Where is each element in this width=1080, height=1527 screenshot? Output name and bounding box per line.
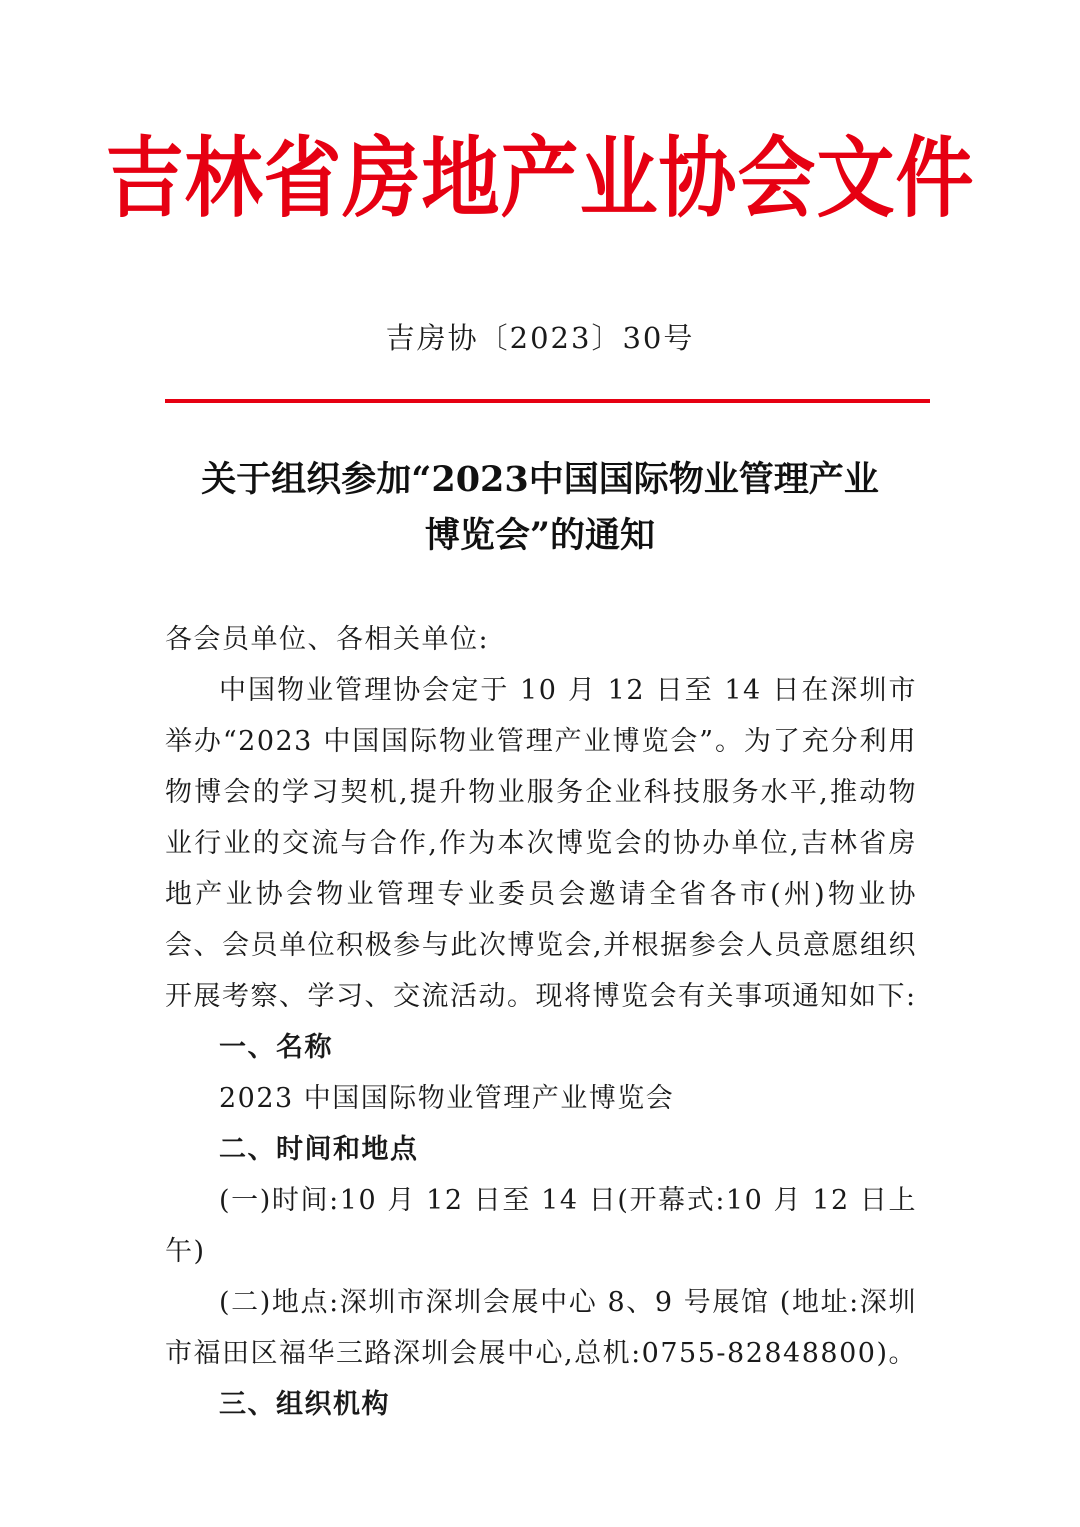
document-number: 吉房协〔2023〕30号 xyxy=(385,321,695,355)
notice-title xyxy=(150,452,930,564)
section-name-content: 2023 中国国际物业管理产业博览会 xyxy=(219,1083,675,1114)
section-heading-organization: 三、组织机构 xyxy=(219,1389,390,1420)
section-heading-time-place: 二、时间和地点 xyxy=(219,1134,419,1165)
organization-masthead: 吉林省房地产业协会文件 xyxy=(105,128,975,230)
section-place-line: (二)地点:深圳市深圳会展中心 8、9 号展馆 (地址:深圳市福田区福华三路深圳会展中心,总机:0755-82848800)。 xyxy=(165,1287,917,1369)
notice-body xyxy=(165,614,917,1430)
section-heading-name: 一、名称 xyxy=(219,1032,333,1063)
section-time-line: (一)时间:10 月 12 日至 14 日(开幕式:10 月 12 日上午) xyxy=(165,1185,917,1267)
intro-paragraph: 中国物业管理协会定于 10 月 12 日至 14 日在深圳市举办“2023 中国国际物业管理产业博览会”。为了充分利用物博会的学习契机,提升物业服务企业科技服务水平,推动物业行业的交流与合作,作为本次博览会的协办单位,吉林省房地产业协会物业管理专业委员会邀请全省各市(州)物业协会、会员单位积极参与此次博览会,并根据参会人员意愿组织开展考察、学习、交流活动。现将博览会有关事项通知如下: xyxy=(165,675,917,1012)
red-divider-line xyxy=(165,399,930,403)
notice-title-line-1: 关于组织参加“2023中国国际物业管理产业 xyxy=(201,459,879,500)
notice-title-line-2: 博览会”的通知 xyxy=(424,515,656,556)
salutation: 各会员单位、各相关单位: xyxy=(165,624,490,655)
